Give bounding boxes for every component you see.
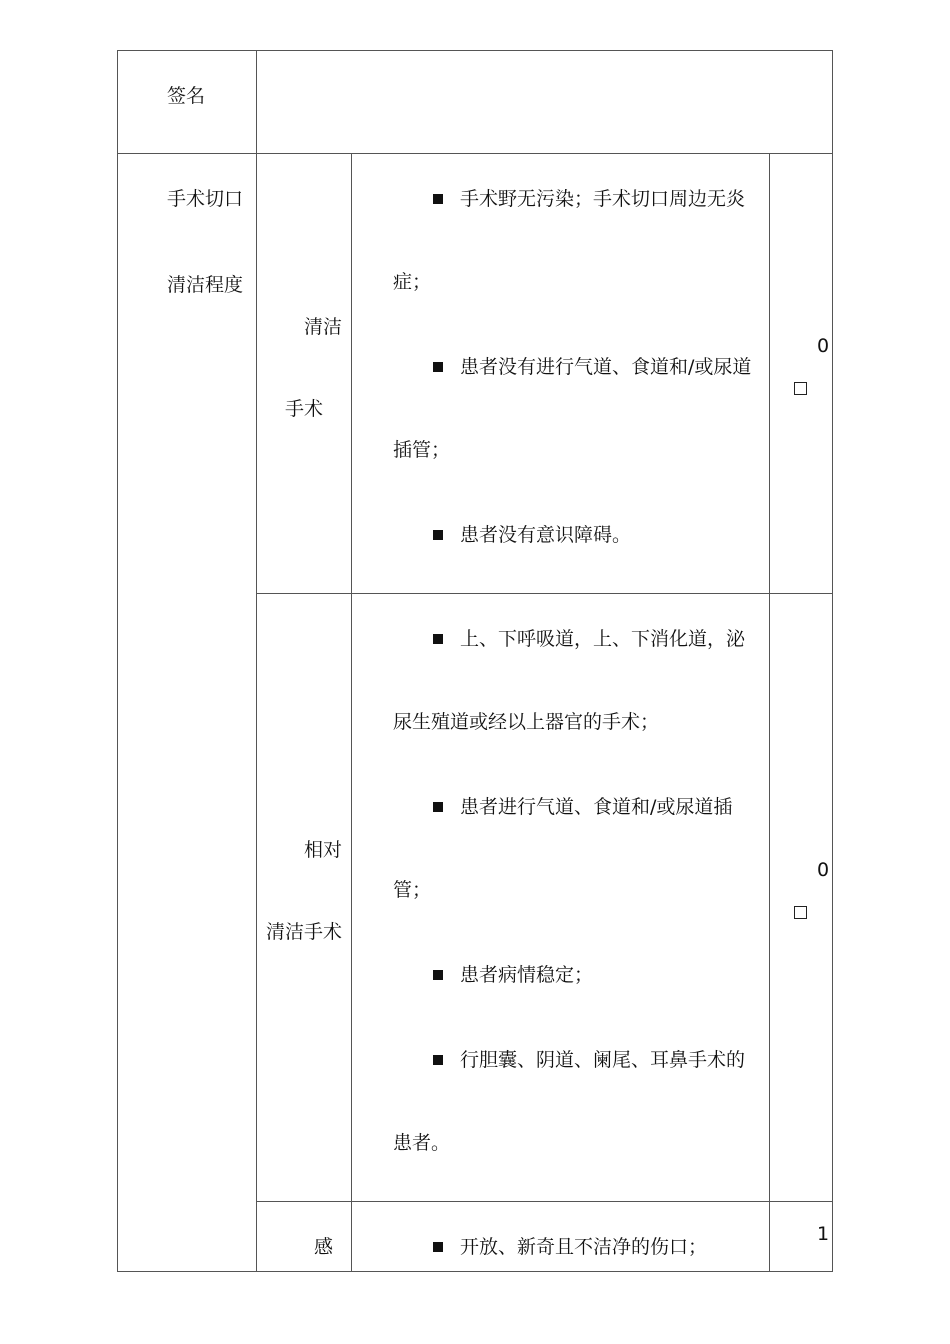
row-divider-clean [256, 593, 833, 594]
criterion-text-continued: 管； [393, 879, 432, 901]
bullet-icon [433, 802, 443, 812]
table-border-bottom [117, 1271, 833, 1272]
bullet-icon [433, 1055, 443, 1065]
criterion-text-continued: 症； [393, 271, 432, 293]
criterion-text: 行胆囊、阴道、阑尾、耳鼻手术的 [460, 1049, 746, 1071]
score-checkbox[interactable] [794, 906, 807, 919]
criterion-text: 开放、新奇且不洁净的伤口； [460, 1236, 708, 1258]
bullet-icon [433, 362, 443, 372]
score-value: 0 [817, 859, 830, 881]
bullet-icon [433, 1242, 443, 1252]
score-value: 0 [817, 335, 830, 357]
section-label-line1: 手术切口 [167, 188, 244, 210]
column-divider-category [351, 153, 352, 1272]
category-infected-line1: 感 [314, 1236, 334, 1258]
criterion-text: 上、下呼吸道，上、下消化道，泌 [460, 628, 746, 650]
table-border-right [832, 50, 833, 1272]
criterion-text: 患者病情稳定； [460, 964, 594, 986]
category-relative-clean-line1: 相对 [304, 839, 343, 861]
criterion-text: 患者没有进行气道、食道和/或尿道 [460, 356, 752, 378]
row-divider-relative-clean [256, 1201, 833, 1202]
criterion-text: 患者没有意识障碍。 [460, 524, 632, 546]
signature-label: 签名 [167, 85, 206, 107]
category-clean-line1: 清洁 [304, 316, 343, 338]
row-divider-signature [117, 153, 833, 154]
bullet-icon [433, 970, 443, 980]
bullet-icon [433, 194, 443, 204]
criterion-text: 患者进行气道、食道和/或尿道插 [460, 796, 733, 818]
column-divider-score [769, 153, 770, 1272]
criterion-text-continued: 插管； [393, 439, 451, 461]
score-checkbox[interactable] [794, 382, 807, 395]
bullet-icon [433, 634, 443, 644]
score-value: 1 [817, 1223, 830, 1245]
criterion-text-continued: 患者。 [393, 1132, 451, 1154]
category-relative-clean-line2: 清洁手术 [266, 921, 343, 943]
category-clean-line2: 手术 [285, 398, 324, 420]
section-label-line2: 清洁程度 [167, 274, 244, 296]
table-border-top [117, 50, 833, 51]
column-divider-section [256, 50, 257, 1272]
table-border-left [117, 50, 118, 1272]
criterion-text-continued: 尿生殖道或经以上器官的手术； [393, 711, 660, 733]
criterion-text: 手术野无污染；手术切口周边无炎 [460, 188, 746, 210]
bullet-icon [433, 530, 443, 540]
